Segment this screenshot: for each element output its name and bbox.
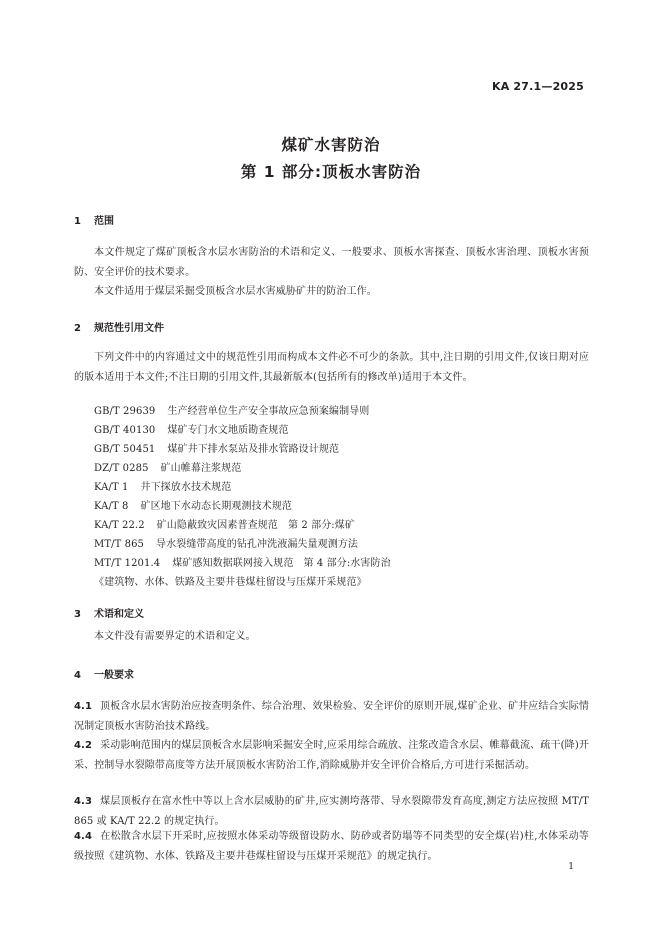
section-1-heading — [74, 212, 114, 227]
reference-item — [94, 463, 241, 475]
section-4-heading — [74, 666, 134, 681]
section-number: 3 — [74, 609, 81, 620]
reference-item — [94, 406, 369, 418]
scope-paragraph-1: 本文件规定了煤矿顶板含水层水害防治的术语和定义、一般要求、顶板水害探查、顶板水害治理、顶板水害预防、安全评价的技术要求。 — [74, 247, 589, 278]
section-title: 范围 — [94, 216, 114, 227]
reference-code: GB/T 50451 — [94, 444, 156, 455]
title-line-2: 第 1 部分:顶板水害防治 — [240, 163, 422, 181]
reference-item — [94, 482, 231, 494]
reference-code: GB/T 40130 — [94, 425, 156, 436]
reference-title: 煤矿感知数据联网接入规范 第 4 部分:水害防治 — [172, 558, 391, 569]
scope-paragraph-2: 本文件适用于煤层采掘受顶板含水层水害威胁矿井的防治工作。 — [94, 286, 377, 297]
reference-title: 导水裂缝带高度的钻孔冲洗液漏失量观测方法 — [156, 539, 359, 550]
reference-title: 生产经营单位生产安全事故应急预案编制导则 — [167, 406, 370, 417]
reference-code: DZ/T 0285 — [94, 463, 149, 474]
section-number: 1 — [74, 216, 81, 227]
clause-text: 顶板含水层水害防治应按查明条件、综合治理、效果检验、安全评价的原则开展,煤矿企业、矿井应结合实际情况制定顶板水害防治技术路线。 — [74, 701, 589, 732]
reference-code: MT/T 1201.4 — [94, 558, 161, 569]
normative-intro: 下列文件中的内容通过文中的规范性引用而构成本文件必不可少的条款。其中,注日期的引用文件,仅该日期对应的版本适用于本文件;不注日期的引用文件,其最新版本(包括所有的修改单)适用于本文件。 — [74, 352, 589, 383]
reference-code: MT/T 865 — [94, 539, 145, 550]
reference-title: 矿山帷幕注浆规范 — [160, 463, 242, 474]
reference-title: 矿山隐蔽致灾因素普查规范 第 2 部分:煤矿 — [156, 520, 355, 531]
section-2-heading — [74, 319, 164, 334]
clause-number: 4.3 — [74, 796, 93, 807]
page-number: 1 — [568, 862, 574, 872]
reference-item — [94, 577, 367, 589]
reference-code: GB/T 29639 — [94, 406, 156, 417]
reference-item — [94, 501, 292, 513]
section-number: 2 — [74, 323, 81, 334]
section-title: 术语和定义 — [94, 609, 144, 620]
section-number: 4 — [74, 670, 81, 681]
reference-code: KA/T 1 — [94, 482, 129, 493]
clause-4-2 — [74, 736, 589, 775]
clause-text: 在松散含水层下开采时,应按照水体采动等级留设防水、防砂或者防塌等不同类型的安全煤(岩)柱,水体采动等级按照《建筑物、水体、铁路及主要井巷煤柱留设与压煤开采规范》的规定执行。 — [74, 831, 589, 862]
section-title: 一般要求 — [94, 670, 134, 681]
terms-text: 本文件没有需要界定的术语和定义。 — [94, 631, 256, 642]
clause-text: 采动影响范围内的煤层顶板含水层影响采掘安全时,应采用综合疏放、注浆改造含水层、帷幕截流、疏干(降)开采、控制导水裂隙带高度等方法开展顶板水害防治工作,消除威胁并安全评价合格后,方可进行采掘活动。 — [74, 740, 589, 771]
document-code: KA 27.1—2025 — [491, 80, 584, 93]
reference-item — [94, 520, 355, 532]
clause-4-1 — [74, 697, 589, 736]
reference-title: 煤矿专门水文地质勘查规范 — [167, 425, 289, 436]
section-title: 规范性引用文件 — [94, 323, 164, 334]
reference-item — [94, 444, 339, 456]
clause-4-3 — [74, 792, 589, 831]
reference-item — [94, 558, 391, 570]
title-line-1: 煤矿水害防治 — [281, 136, 381, 154]
reference-code: KA/T 22.2 — [94, 520, 145, 531]
clause-number: 4.4 — [74, 831, 93, 842]
clause-number: 4.2 — [74, 740, 93, 751]
reference-item — [94, 539, 358, 551]
clause-4-4 — [74, 827, 589, 866]
clause-text: 煤层顶板存在富水性中等以上含水层威胁的矿井,应实测垮落带、导水裂隙带发育高度,测定方法应按照 MT/T 865 或 KA/T 22.2 的规定执行。 — [74, 796, 589, 827]
section-3-heading — [74, 605, 144, 620]
reference-title: 矿区地下水动态长期观测技术规范 — [140, 501, 292, 512]
reference-code: KA/T 8 — [94, 501, 129, 512]
clause-number: 4.1 — [74, 701, 93, 712]
reference-item — [94, 425, 289, 437]
reference-title: 《建筑物、水体、铁路及主要井巷煤柱留设与压煤开采规范》 — [94, 577, 367, 588]
reference-title: 井下探放水技术规范 — [140, 482, 232, 493]
reference-title: 煤矿井下排水泵站及排水管路设计规范 — [167, 444, 340, 455]
